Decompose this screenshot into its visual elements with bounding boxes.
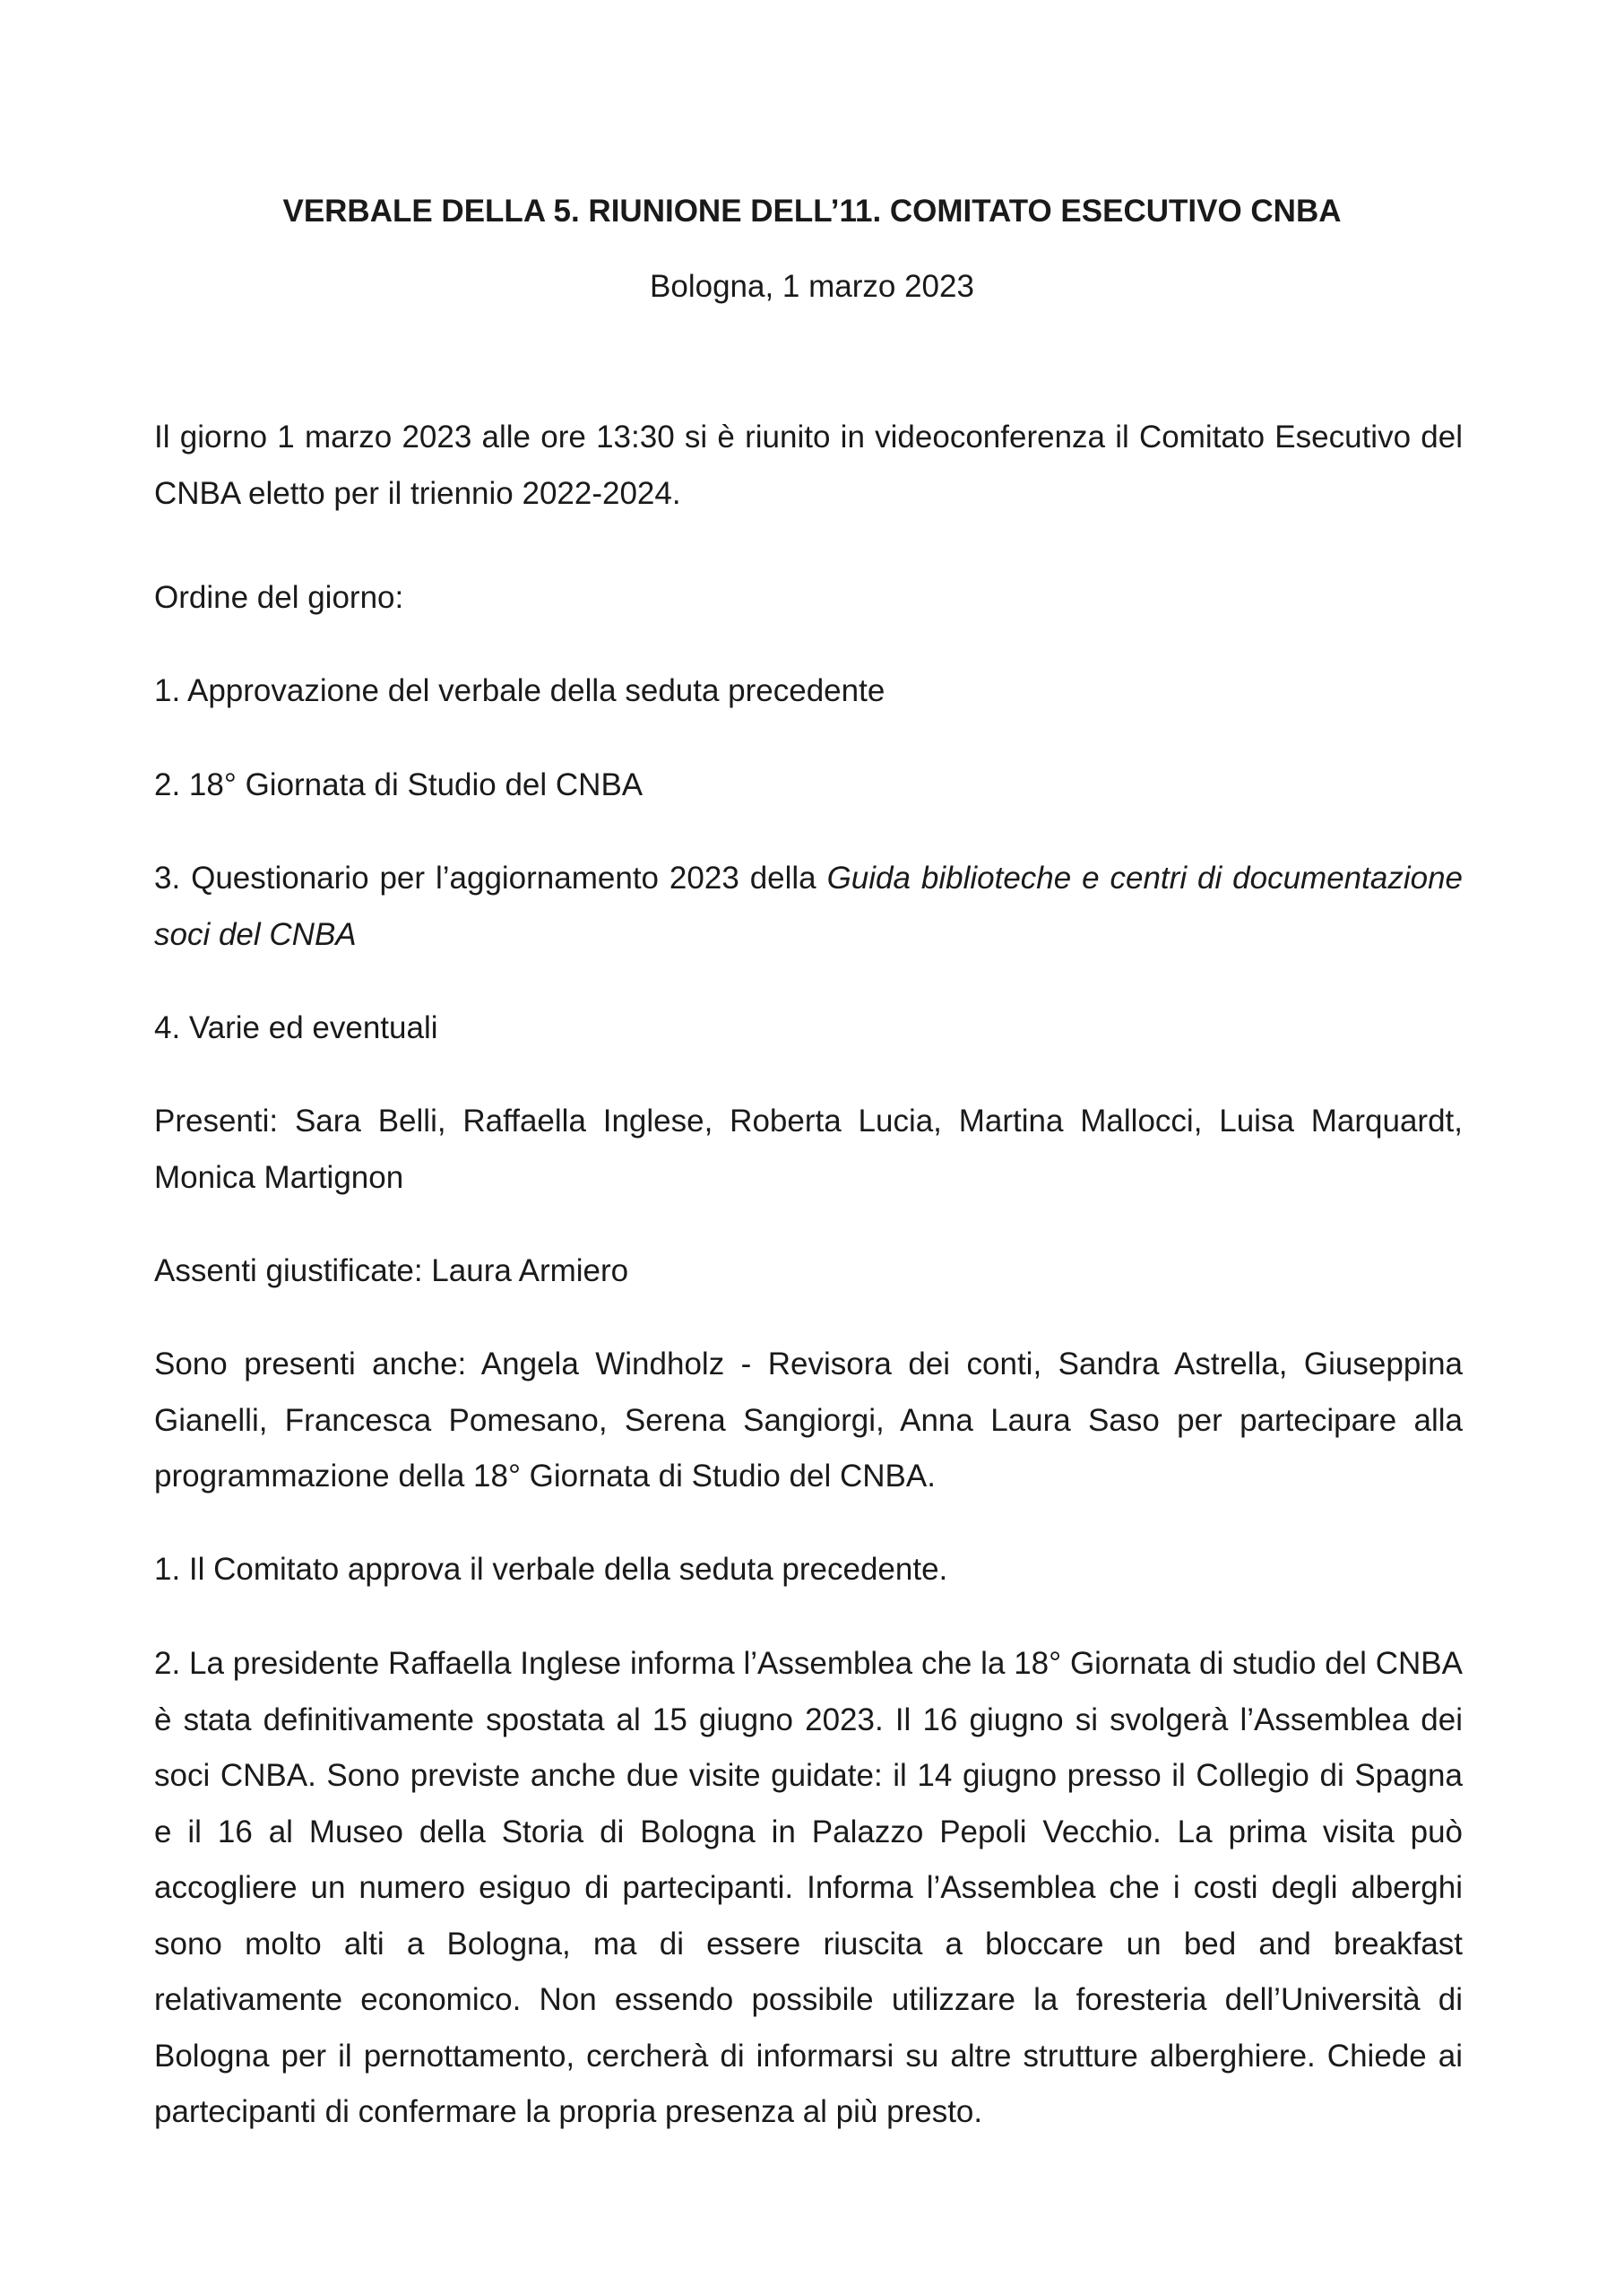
anche-paragraph: Sono presenti anche: Angela Windholz - Revisora dei conti, Sandra Astrella, Giuseppina Gianelli, Francesca Pomesano, Serena Sangiorgi, Anna Laura Saso per partecipare alla programmazione della 18° Giornata di Studio del CNBA. bbox=[154, 1347, 1463, 1494]
agenda-item-1: 1. Approvazione del verbale della seduta precedente bbox=[154, 673, 885, 708]
assenti-paragraph: Assenti giustificate: Laura Armiero bbox=[154, 1253, 629, 1288]
agenda-item-2: 2. 18° Giornata di Studio del CNBA bbox=[154, 767, 644, 802]
presenti-paragraph: Presenti: Sara Belli, Raffaella Inglese, Roberta Lucia, Martina Mallocci, Luisa Marquardt, Monica Martignon bbox=[154, 1104, 1463, 1195]
document-date: Bologna, 1 marzo 2023 bbox=[650, 269, 974, 304]
agenda-item-3 bbox=[154, 851, 1463, 963]
point-1-paragraph: 1. Il Comitato approva il verbale della seduta precedente. bbox=[154, 1552, 948, 1587]
agenda-item-4: 4. Varie ed eventuali bbox=[154, 1010, 438, 1045]
agenda-label: Ordine del giorno: bbox=[154, 580, 404, 615]
agenda-item-3-text: 3. Questionario per l’aggiornamento 2023 della bbox=[154, 861, 827, 896]
point-2-paragraph: 2. La presidente Raffaella Inglese informa l’Assemblea che la 18° Giornata di studio del CNBA è stata definitivamente spostata al 15 giugno 2023. Il 16 giugno si svolgerà l’Assemblea dei soci CNBA. Sono previste anche due visite guidate: il 14 giugno presso il Collegio di Spagna e il 16 al Museo della Storia di Bologna in Palazzo Pepoli Vecchio. La prima visita può accogliere un numero esiguo di partecipanti. Informa l’Assemblea che i costi degli alberghi sono molto alti a Bologna, ma di essere riuscita a bloccare un bed and breakfast relativamente economico. Non essendo possibile utilizzare la foresteria dell’Università di Bologna per il pernottamento, cercherà di informarsi su altre strutture alberghiere. Chiede ai partecipanti di confermare la propria presenza al più presto. bbox=[154, 1646, 1463, 2129]
intro-paragraph: Il giorno 1 marzo 2023 alle ore 13:30 si è riunito in videoconferenza il Comitato Esecutivo del CNBA eletto per il triennio 2022-2024. bbox=[154, 420, 1463, 511]
document-title: VERBALE DELLA 5. RIUNIONE DELL’11. COMITATO ESECUTIVO CNBA bbox=[282, 194, 1342, 229]
agenda-item-3-italic: Guida biblioteche e centri di documentazione soci del CNBA bbox=[154, 861, 1463, 952]
